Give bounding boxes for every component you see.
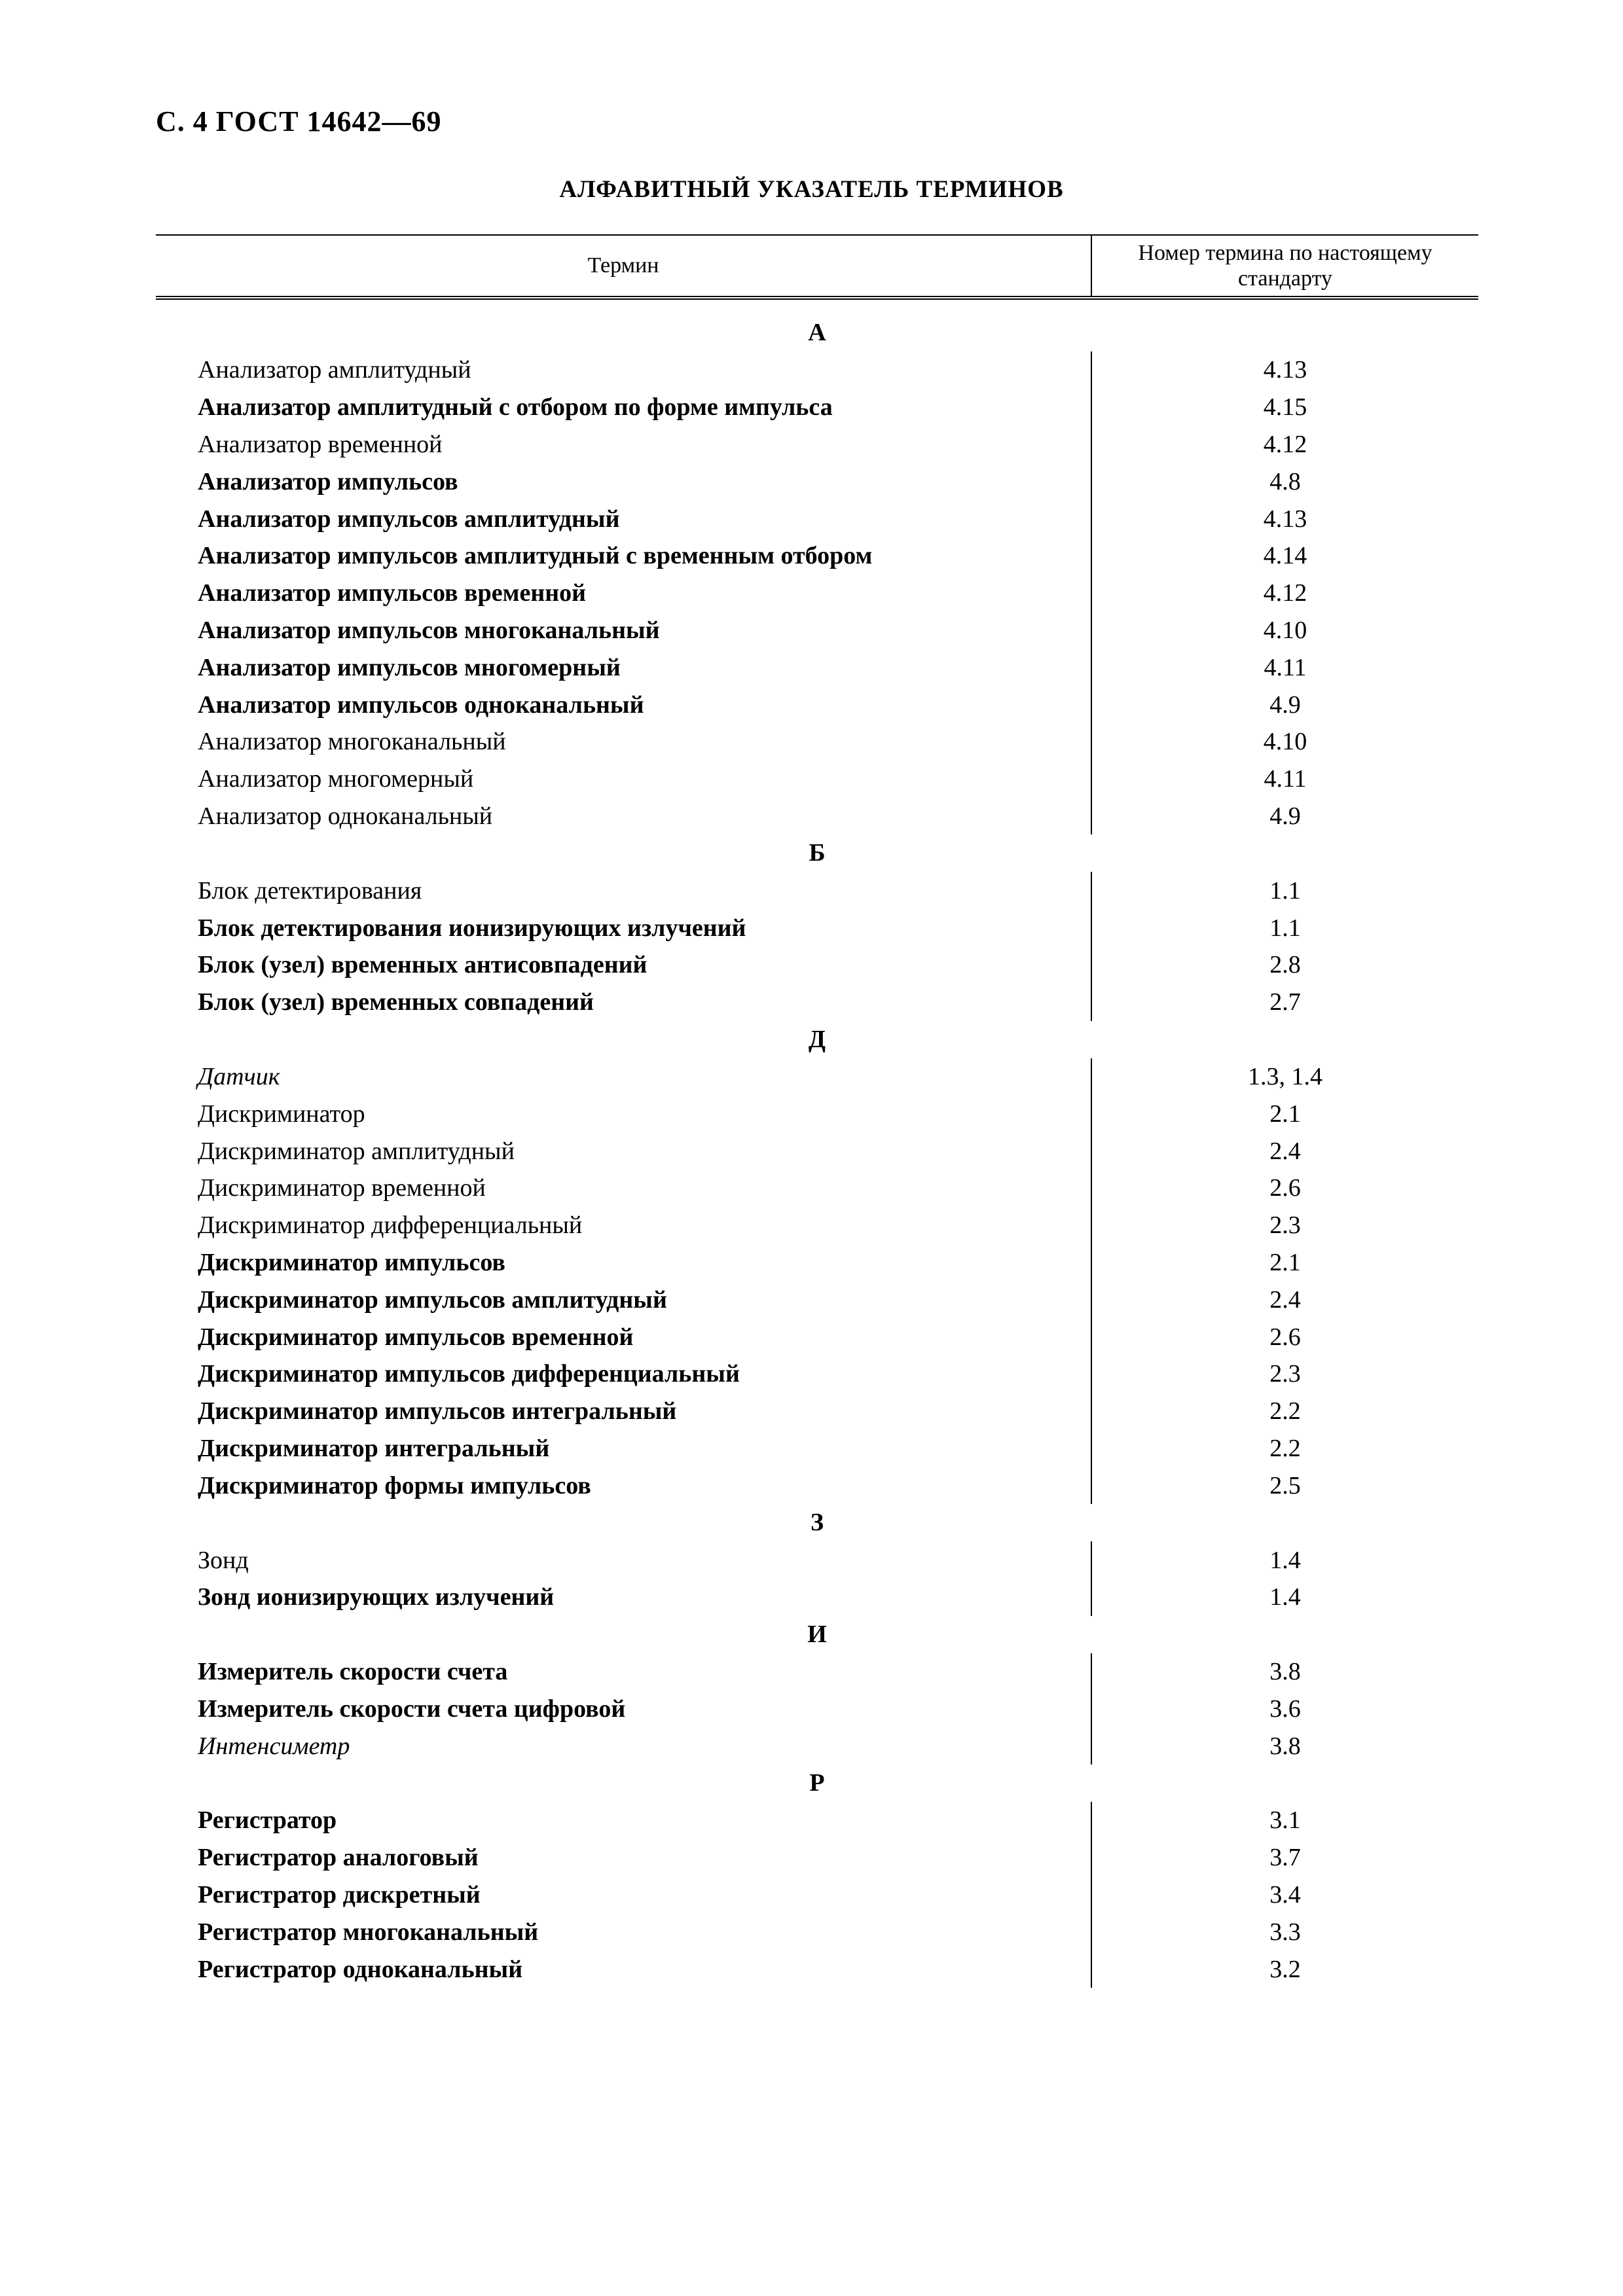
term-cell: Анализатор импульсов многоканальный [198, 616, 660, 644]
table-row [156, 1950, 1478, 1988]
term-cell: Анализатор импульсов амплитудный [198, 505, 620, 533]
table-row [156, 1207, 1478, 1244]
letter-group [156, 1504, 1478, 1616]
term-number-cell: 4.13 [1091, 500, 1478, 537]
term-number-cell: 2.4 [1091, 1132, 1478, 1170]
table-row [156, 351, 1478, 389]
section-letter: Р [809, 1769, 825, 1797]
term-cell: Анализатор импульсов [198, 467, 458, 495]
section-letter: Б [809, 839, 826, 867]
term-number-cell: 4.11 [1091, 761, 1478, 798]
term-number-cell: 2.3 [1091, 1207, 1478, 1244]
term-number-cell: 2.5 [1091, 1467, 1478, 1504]
term-number-cell: 1.4 [1091, 1541, 1478, 1579]
term-cell: Дискриминатор формы импульсов [198, 1471, 591, 1499]
table-row [156, 1653, 1478, 1691]
letter-group [156, 1021, 1478, 1505]
term-cell: Блок (узел) временных совпадений [198, 988, 594, 1016]
table-body [156, 314, 1478, 1988]
section-letter: З [810, 1509, 824, 1537]
term-cell: Блок (узел) временных антисовпадений [198, 951, 647, 979]
term-number-cell: 4.13 [1091, 351, 1478, 389]
table-row [156, 1430, 1478, 1467]
table-row [156, 1579, 1478, 1616]
table-row [156, 1170, 1478, 1207]
table-row [156, 1058, 1478, 1096]
term-number-cell: 2.6 [1091, 1170, 1478, 1207]
table-row [156, 1691, 1478, 1728]
letter-group [156, 1616, 1478, 1765]
term-cell: Зонд [198, 1546, 249, 1574]
term-cell: Блок детектирования ионизирующих излучений [198, 914, 746, 942]
table-row [156, 984, 1478, 1021]
table-row [156, 612, 1478, 649]
table-row [156, 537, 1478, 575]
table-row [156, 1541, 1478, 1579]
section-letter: Д [808, 1025, 826, 1053]
table-row [156, 463, 1478, 500]
term-cell: Анализатор одноканальный [198, 802, 493, 830]
term-number-cell: 4.14 [1091, 537, 1478, 575]
table-row [156, 686, 1478, 723]
term-cell: Регистратор многоканальный [198, 1918, 539, 1946]
term-number-cell: 4.9 [1091, 798, 1478, 835]
table-row [156, 389, 1478, 426]
term-number-cell: 4.12 [1091, 426, 1478, 463]
term-cell: Дискриминатор интегральный [198, 1434, 550, 1462]
section-letter: А [808, 319, 826, 346]
table-row [156, 761, 1478, 798]
term-cell: Анализатор многомерный [198, 765, 474, 793]
term-cell: Анализатор импульсов амплитудный с временным отбором [198, 542, 873, 570]
table-row [156, 500, 1478, 537]
term-cell: Анализатор импульсов временной [198, 579, 587, 607]
term-cell: Анализатор многоканальный [198, 728, 506, 756]
term-number-cell: 3.6 [1091, 1691, 1478, 1728]
term-cell: Дискриминатор импульсов дифференциальный [198, 1360, 740, 1388]
table-row [156, 1802, 1478, 1839]
term-number-cell: 4.15 [1091, 389, 1478, 426]
term-cell: Блок детектирования [198, 876, 422, 905]
term-number-cell: 2.1 [1091, 1244, 1478, 1282]
term-number-cell: 1.3, 1.4 [1091, 1058, 1478, 1096]
table-row [156, 1393, 1478, 1430]
table-header [156, 234, 1478, 300]
term-number-cell: 1.1 [1091, 872, 1478, 909]
term-cell: Анализатор амплитудный [198, 356, 471, 384]
term-cell: Регистратор одноканальный [198, 1955, 523, 1983]
column-header-term: Термин [587, 253, 659, 278]
term-number-cell: 2.4 [1091, 1281, 1478, 1318]
term-cell: Измеритель скорости счета цифровой [198, 1695, 626, 1723]
term-cell: Дискриминатор импульсов интегральный [198, 1397, 677, 1426]
term-number-cell: 3.8 [1091, 1653, 1478, 1691]
table-row [156, 872, 1478, 909]
term-cell: Регистратор аналоговый [198, 1844, 479, 1872]
term-cell: Анализатор импульсов одноканальный [198, 691, 644, 719]
term-cell: Дискриминатор амплитудный [198, 1137, 515, 1165]
terms-index-table [156, 234, 1478, 1988]
letter-group [156, 314, 1478, 834]
term-cell: Дискриминатор временной [198, 1174, 486, 1202]
term-cell: Дискриминатор дифференциальный [198, 1211, 583, 1240]
table-row [156, 798, 1478, 835]
term-number-cell: 1.1 [1091, 909, 1478, 946]
term-cell: Датчик [198, 1062, 280, 1090]
table-row [156, 723, 1478, 761]
table-row [156, 1318, 1478, 1355]
table-row [156, 1913, 1478, 1950]
term-cell: Дискриминатор импульсов амплитудный [198, 1285, 667, 1314]
term-number-cell: 4.9 [1091, 686, 1478, 723]
table-row [156, 1467, 1478, 1504]
term-number-cell: 3.2 [1091, 1950, 1478, 1988]
term-number-cell: 1.4 [1091, 1579, 1478, 1616]
table-row [156, 1244, 1478, 1282]
table-row [156, 1132, 1478, 1170]
term-cell: Регистратор дискретный [198, 1881, 481, 1909]
term-number-cell: 2.6 [1091, 1318, 1478, 1355]
page-title: АЛФАВИТНЫЙ УКАЗАТЕЛЬ ТЕРМИНОВ [559, 176, 1064, 203]
table-row [156, 946, 1478, 984]
term-number-cell: 3.8 [1091, 1727, 1478, 1765]
section-letter: И [807, 1620, 827, 1648]
term-number-cell: 4.8 [1091, 463, 1478, 500]
term-cell: Интенсиметр [198, 1732, 350, 1760]
term-number-cell: 3.7 [1091, 1839, 1478, 1876]
table-row [156, 1727, 1478, 1765]
term-cell: Дискриминатор [198, 1100, 365, 1128]
term-number-cell: 2.8 [1091, 946, 1478, 984]
term-cell: Дискриминатор импульсов [198, 1248, 505, 1276]
column-header-number: Номер термина по настоящему стандарту [1091, 236, 1478, 296]
table-row [156, 575, 1478, 612]
term-number-cell: 2.2 [1091, 1430, 1478, 1467]
term-number-cell: 4.12 [1091, 575, 1478, 612]
term-number-cell: 2.1 [1091, 1095, 1478, 1132]
term-cell: Регистратор [198, 1806, 337, 1835]
table-row [156, 649, 1478, 686]
term-cell: Измеритель скорости счета [198, 1658, 508, 1686]
table-row [156, 1876, 1478, 1914]
table-row [156, 1839, 1478, 1876]
term-cell: Анализатор импульсов многомерный [198, 653, 621, 681]
table-row [156, 426, 1478, 463]
page-header: С. 4 ГОСТ 14642—69 [156, 105, 442, 137]
term-number-cell: 3.1 [1091, 1802, 1478, 1839]
term-number-cell: 4.10 [1091, 612, 1478, 649]
term-number-cell: 4.10 [1091, 723, 1478, 761]
letter-group [156, 1765, 1478, 1988]
letter-group [156, 834, 1478, 1020]
term-cell: Зонд ионизирующих излучений [198, 1583, 555, 1611]
term-number-cell: 2.3 [1091, 1355, 1478, 1393]
term-number-cell: 4.11 [1091, 649, 1478, 686]
term-cell: Анализатор временной [198, 430, 443, 458]
term-number-cell: 2.7 [1091, 984, 1478, 1021]
table-row [156, 1355, 1478, 1393]
term-number-cell: 3.4 [1091, 1876, 1478, 1914]
term-number-cell: 2.2 [1091, 1393, 1478, 1430]
term-number-cell: 3.3 [1091, 1913, 1478, 1950]
table-row [156, 1095, 1478, 1132]
table-row [156, 909, 1478, 946]
term-cell: Дискриминатор импульсов временной [198, 1323, 634, 1351]
term-cell: Анализатор амплитудный с отбором по форме импульса [198, 393, 833, 422]
table-row [156, 1281, 1478, 1318]
